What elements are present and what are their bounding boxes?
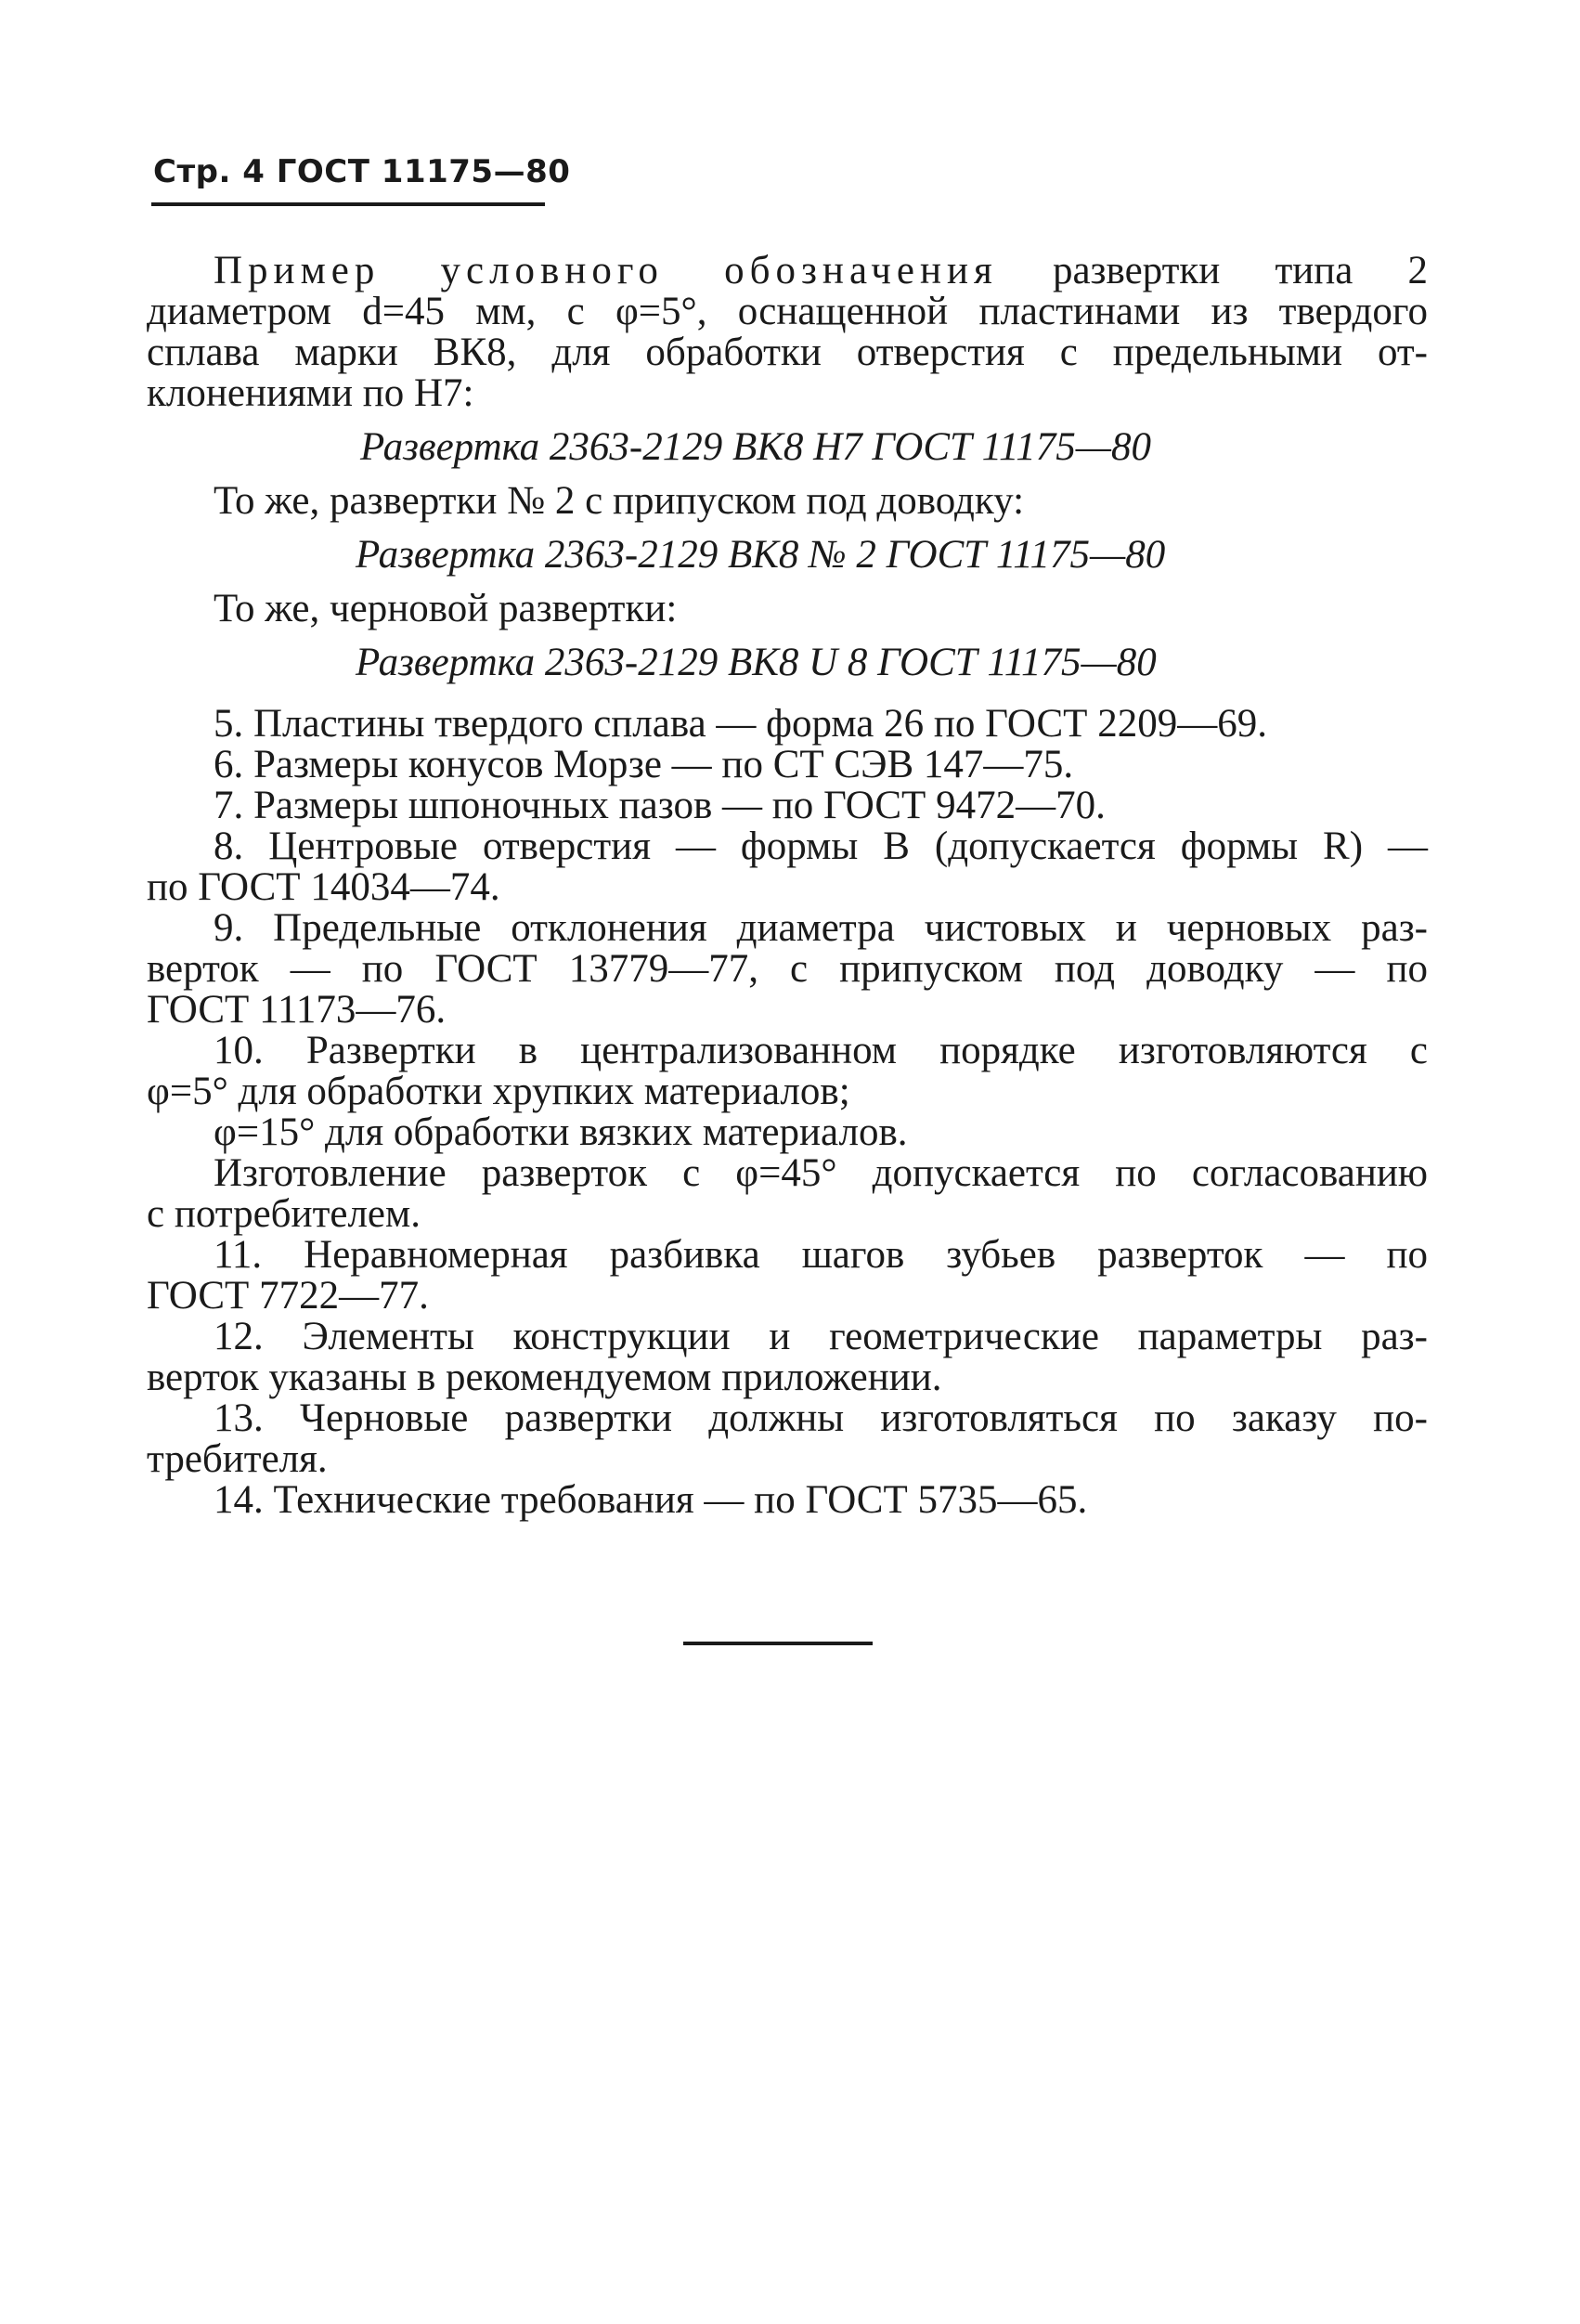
item-7: 7. Размеры шпоночных пазов — по ГОСТ 9472—70. bbox=[214, 784, 1106, 827]
same-note: То же, развертки № 2 с припуском под доводку: bbox=[214, 479, 1025, 523]
item-14: 14. Технические требования — по ГОСТ 5735—65. bbox=[214, 1478, 1088, 1522]
document-body bbox=[147, 251, 1428, 1521]
designation-example: Развертка 2363-2129 ВК8 U 8 ГОСТ 11175—80 bbox=[356, 641, 1157, 684]
intro-line-3: сплава марки ВК8, для обработки отверстия с предельными от- bbox=[147, 331, 1428, 374]
intro-line-4: клонениями по Н7: bbox=[147, 371, 474, 415]
item-5: 5. Пластины твердого сплава — форма 26 по ГОСТ 2209—69. bbox=[214, 702, 1267, 746]
designation-example: Развертка 2363-2129 ВК8 № 2 ГОСТ 11175—80 bbox=[356, 533, 1166, 577]
item-6: 6. Размеры конусов Морзе — по СТ СЭВ 147—75. bbox=[214, 743, 1074, 786]
item-10: 10. Развертки в централизованном порядке изготовляются с φ=5° для обработки хрупких материалов; φ=15° для обработки вязких материалов. Изготовление разверток с φ=45° допускается по согласованию с потребителем. bbox=[147, 1029, 1428, 1236]
item-13: 13. Черновые развертки должны изготовляться по заказу по- требителя. bbox=[147, 1396, 1428, 1481]
end-rule bbox=[683, 1642, 873, 1645]
item-11: 11. Неравномерная разбивка шагов зубьев разверток — по ГОСТ 7722—77. bbox=[147, 1233, 1428, 1318]
intro-line-2: диаметром d=45 мм, с φ=5°, оснащенной пластинами из твердого bbox=[147, 290, 1428, 333]
designation-example: Развертка 2363-2129 ВК8 Н7 ГОСТ 11175—80 bbox=[360, 425, 1152, 469]
header-rule bbox=[151, 202, 545, 206]
item-8: 8. Центровые отверстия — формы В (допускается формы R) — по ГОСТ 14034—74. bbox=[147, 824, 1428, 909]
same-note: То же, черновой развертки: bbox=[214, 587, 678, 630]
designation-example-intro bbox=[147, 251, 1428, 414]
intro-line-1: Пример условного обозначения развертки типа 2 bbox=[214, 249, 1428, 292]
item-12: 12. Элементы конструкции и геометрические параметры раз- верток указаны в рекомендуемом приложении. bbox=[147, 1315, 1428, 1399]
item-9: 9. Предельные отклонения диаметра чистовых и черновых раз- верток — по ГОСТ 13779—77, с припуском под доводку — по ГОСТ 11173—76. bbox=[147, 906, 1428, 1032]
page-header: Стр. 4 ГОСТ 11175—80 bbox=[153, 153, 571, 190]
